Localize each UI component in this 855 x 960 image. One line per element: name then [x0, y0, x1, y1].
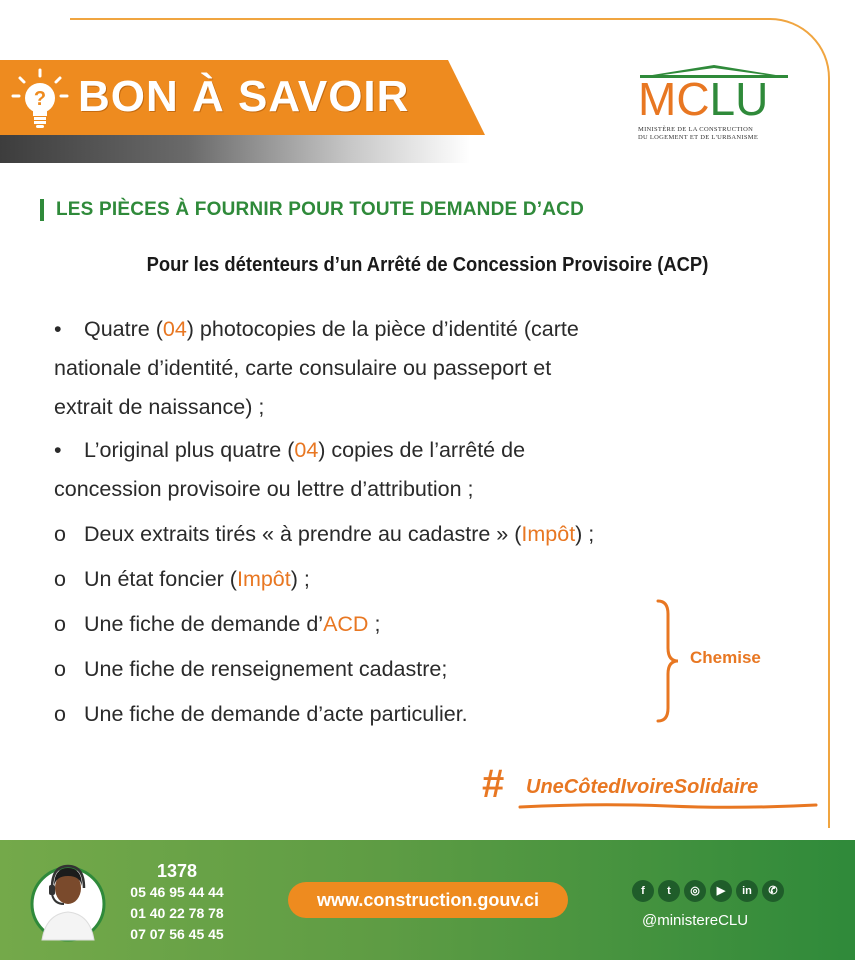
hashtag-text: UneCôtedIvoireSolidaire [526, 776, 759, 798]
list-item: o Une fiche de demande d’acte particulier. [54, 702, 468, 726]
hash-symbol: # [482, 762, 505, 806]
logo-subtitle: MINISTÈRE DE LA CONSTRUCTION DU LOGEMENT ET DE L'URBANISME [638, 126, 759, 141]
phone-number: 01 40 22 78 78 [130, 905, 224, 921]
heading-bar [40, 199, 44, 221]
banner-title: BON À SAVOIR [78, 72, 410, 121]
list-item: o Deux extraits tirés « à prendre au cadastre » (Impôt) ; [54, 522, 595, 546]
lightbulb-question-icon [10, 68, 70, 130]
mclu-logo [638, 62, 790, 152]
list-item: o Une fiche de renseignement cadastre; [54, 657, 448, 681]
list-item: • Quatre (04) photocopies de la pièce d’identité (carte nationale d’identité, carte consulaire ou passeport et extrait de naissance) ; [54, 317, 579, 419]
youtube-icon[interactable]: ▶ [710, 880, 732, 902]
section-heading [40, 198, 584, 222]
facebook-icon[interactable]: f [632, 880, 654, 902]
hashtag [482, 762, 822, 816]
linkedin-icon[interactable]: in [736, 880, 758, 902]
svg-text:?: ? [33, 88, 47, 110]
phone-icon[interactable]: ✆ [762, 880, 784, 902]
phone-numbers [112, 860, 242, 945]
phone-number: 07 07 56 45 45 [130, 926, 224, 942]
short-number: 1378 [156, 861, 198, 881]
section-heading-text: LES PIÈCES À FOURNIR POUR TOUTE DEMANDE D’ACD [56, 199, 585, 220]
website-link[interactable]: www.construction.gouv.ci [288, 882, 568, 918]
curly-brace-icon [652, 598, 682, 724]
call-center-operator-avatar [28, 854, 108, 944]
social-icons [632, 880, 784, 902]
logo-letters: MCLU [638, 73, 769, 125]
bon-a-savoir-banner [0, 60, 485, 135]
brush-underline [518, 802, 818, 810]
banner-shadow [0, 135, 470, 163]
list-item: o Un état foncier (Impôt) ; [54, 567, 310, 591]
instagram-icon[interactable]: ◎ [684, 880, 706, 902]
section-subtitle: Pour les détenteurs d’un Arrêté de Concession Provisoire (ACP) [146, 254, 709, 276]
chemise-label: Chemise [690, 648, 761, 667]
social-handle: @ministereCLU [642, 912, 749, 929]
list-item: • L’original plus quatre (04) copies de l’arrêté de concession provisoire ou lettre d’attribution ; [54, 438, 526, 501]
twitter-icon[interactable]: t [658, 880, 680, 902]
phone-number: 05 46 95 44 44 [130, 884, 224, 900]
list-item: o Une fiche de demande d’ACD ; [54, 612, 381, 636]
footer-bar [0, 840, 855, 960]
